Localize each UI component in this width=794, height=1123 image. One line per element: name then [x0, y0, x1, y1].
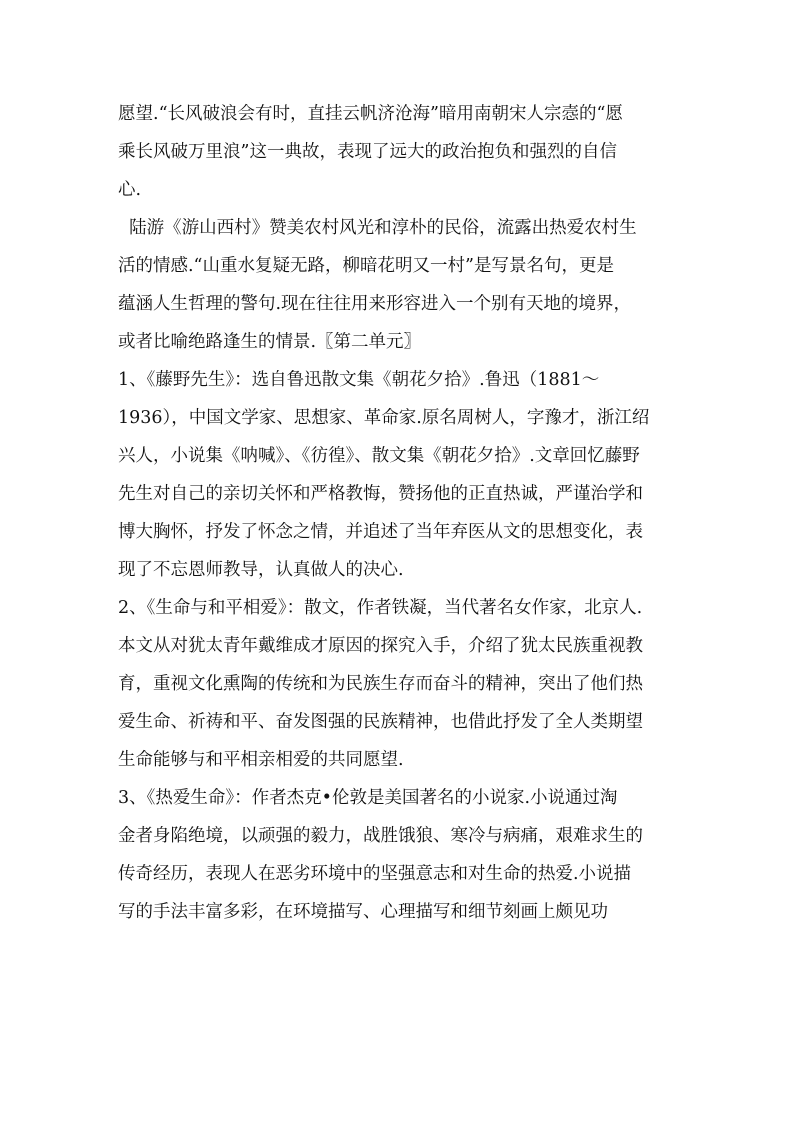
text-line: 先生对自己的亲切关怀和严格教悔，赞扬他的正直热诚，严谨治学和 — [118, 484, 643, 504]
text-line: 活的情感.“山重水复疑无路，柳暗花明又一村”是写景名句，更是 — [118, 256, 614, 276]
text-line: 1、《藤野先生》：选自鲁迅散文集《朝花夕拾》.鲁迅（1881～ — [118, 370, 600, 390]
text-line: 乘长风破万里浪”这一典故，表现了远大的政治抱负和强烈的自信 — [118, 142, 617, 162]
text-line: 金者身陷绝境，以顽强的毅力，战胜饿狼、寒冷与病痛，艰难求生的 — [118, 826, 643, 846]
text-line: 传奇经历，表现人在恶劣环境中的坚强意志和对生命的热爱.小说描 — [118, 864, 632, 884]
text-line: 本文从对犹太青年戴维成才原因的探究入手，介绍了犹太民族重视教 — [118, 636, 643, 656]
text-line: 育，重视文化熏陶的传统和为民族生存而奋斗的精神，突出了他们热 — [118, 674, 643, 694]
document-page — [118, 95, 676, 931]
text-line: 陆游《游山西村》赞美农村风光和淳朴的民俗，流露出热爱农村生 — [118, 218, 637, 238]
text-line: 爱生命、祈祷和平、奋发图强的民族精神，也借此抒发了全人类期望 — [118, 712, 643, 732]
text-line: 现了不忘恩师教导，认真做人的决心. — [118, 560, 404, 580]
text-line: 写的手法丰富多彩，在环境描写、心理描写和细节刻画上颇见功 — [118, 902, 608, 922]
text-line: 1936），中国文学家、思想家、革命家.原名周树人，字豫才，浙江绍 — [118, 408, 650, 428]
text-line: 或者比喻绝路逢生的情景.〖第二单元〗 — [118, 332, 422, 352]
text-line: 愿望.“长风破浪会有时，直挂云帆济沧海”暗用南朝宋人宗悫的“愿 — [118, 104, 623, 124]
text-line: 兴人，小说集《呐喊》、《彷徨》、散文集《朝花夕拾》.文章回忆藤野 — [118, 446, 640, 466]
text-line: 心. — [118, 180, 142, 200]
text-line: 3、《热爱生命》：作者杰克•伦敦是美国著名的小说家.小说通过淘 — [118, 788, 618, 808]
text-line: 博大胸怀，抒发了怀念之情，并追述了当年弃医从文的思想变化，表 — [118, 522, 643, 542]
text-line: 2、《生命与和平相爱》：散文，作者铁凝，当代著名女作家，北京人. — [118, 598, 643, 618]
text-line: 生命能够与和平相亲相爱的共同愿望. — [118, 750, 404, 770]
text-line: 蕴涵人生哲理的警句.现在往往用来形容进入一个别有天地的境界， — [118, 294, 632, 314]
